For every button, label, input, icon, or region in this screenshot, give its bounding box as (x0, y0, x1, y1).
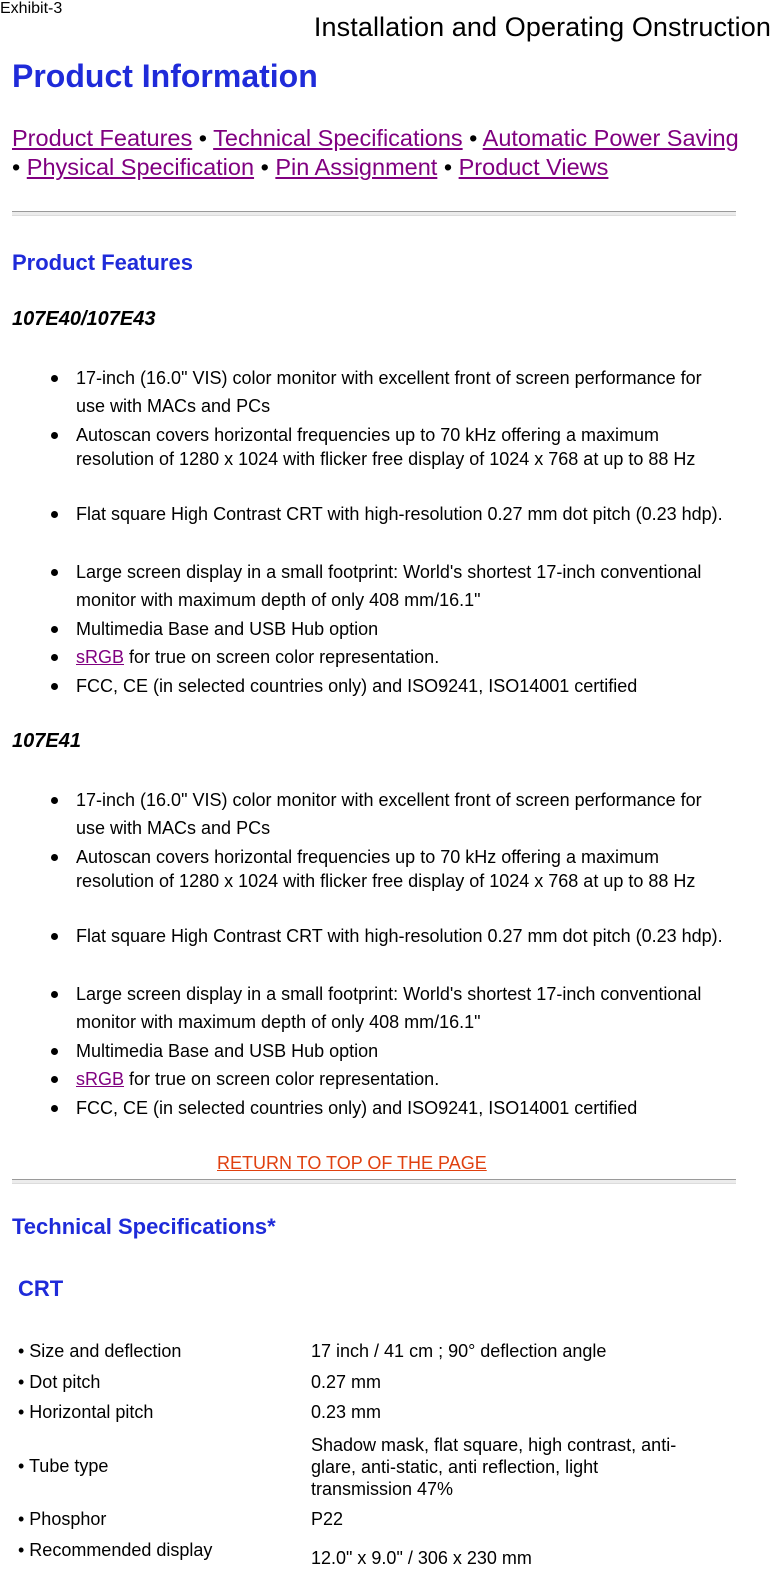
spec-value: 12.0" x 9.0" / 306 x 230 mm (311, 1548, 532, 1568)
spec-label: • Size and deflection (18, 1341, 182, 1361)
feature-item: FCC, CE (in selected countries only) and ISO9241, ISO14001 certified (76, 672, 726, 700)
spec-value: 17 inch / 41 cm ; 90° deflection angle (311, 1341, 607, 1361)
feature-item: FCC, CE (in selected countries only) and ISO9241, ISO14001 certified (76, 1094, 726, 1122)
divider (12, 1179, 736, 1184)
bullet-icon (51, 797, 58, 804)
feature-item: Flat square High Contrast CRT with high-resolution 0.27 mm dot pitch (0.23 hdp). (76, 500, 726, 528)
bullet-icon (51, 991, 58, 998)
feature-item: Autoscan covers horizontal frequencies up to 70 kHz offering a maximum resolution of 1280 x 1024 with flicker free display of 1024 x 768 at up to 88 Hz (76, 423, 726, 471)
srgb-link[interactable]: sRGB (76, 1069, 125, 1089)
nav-separator: • (260, 154, 269, 180)
feature-item: Large screen display in a small footprint: World's shortest 17-inch conventional monitor with maximum depth of only 408 mm/16.1" (76, 558, 726, 614)
srgb-link[interactable]: sRGB (76, 647, 125, 667)
nav-link-physical-specification[interactable]: Physical Specification (26, 154, 255, 180)
section-nav (12, 124, 742, 182)
spec-label: • Tube type (18, 1456, 109, 1476)
feature-item: Autoscan covers horizontal frequencies up to 70 kHz offering a maximum resolution of 1280 x 1024 with flicker free display of 1024 x 768 at up to 88 Hz (76, 845, 726, 893)
nav-separator: • (443, 154, 453, 180)
bullet-icon (51, 654, 58, 661)
spec-value: 0.23 mm (311, 1402, 382, 1422)
feature-item: 17-inch (16.0" VIS) color monitor with excellent front of screen performance for use with MACs and PCs (76, 364, 726, 420)
bullet-icon (51, 626, 58, 633)
spec-value: Shadow mask, flat square, high contrast, anti-glare, anti-static, anti reflection, light transmission 47% (311, 1435, 677, 1499)
bullet-icon (51, 854, 58, 861)
model-heading-107e41: 107E41 (12, 730, 81, 752)
document-title: Installation and Operating Onstruction (313, 12, 771, 42)
spec-label: • Recommended display (18, 1540, 213, 1560)
bullet-icon (51, 1076, 58, 1083)
feature-item: sRGB for true on screen color representation. (76, 1065, 726, 1093)
feature-item: 17-inch (16.0" VIS) color monitor with excellent front of screen performance for use with MACs and PCs (76, 786, 726, 842)
nav-link-technical-specifications[interactable]: Technical Specifications (213, 125, 463, 151)
feature-item: Multimedia Base and USB Hub option (76, 615, 726, 643)
bullet-icon (51, 683, 58, 690)
nav-separator: • (12, 154, 21, 180)
bullet-icon (51, 511, 58, 518)
crt-heading: CRT (18, 1276, 64, 1301)
bullet-icon (51, 933, 58, 940)
bullet-icon (51, 432, 58, 439)
bullet-icon (51, 375, 58, 382)
model-heading-107e40: 107E40/107E43 (12, 308, 156, 330)
feature-item: Multimedia Base and USB Hub option (76, 1037, 726, 1065)
bullet-icon (51, 569, 58, 576)
spec-label: • Dot pitch (18, 1372, 101, 1392)
feature-item: Large screen display in a small footprint: World's shortest 17-inch conventional monitor with maximum depth of only 408 mm/16.1" (76, 980, 726, 1036)
feature-item: sRGB for true on screen color representation. (76, 643, 726, 671)
spec-label: • Horizontal pitch (18, 1402, 154, 1422)
divider (12, 211, 736, 216)
nav-link-product-views[interactable]: Product Views (458, 154, 609, 180)
exhibit-label: Exhibit-3 (0, 0, 63, 17)
technical-specifications-heading: Technical Specifications* (12, 1214, 276, 1239)
feature-item: Flat square High Contrast CRT with high-resolution 0.27 mm dot pitch (0.23 hdp). (76, 922, 726, 950)
spec-label: • Phosphor (18, 1509, 107, 1529)
return-to-top-link[interactable]: RETURN TO TOP OF THE PAGE (217, 1153, 487, 1173)
page-title: Product Information (12, 58, 318, 94)
spec-value: P22 (311, 1509, 344, 1529)
bullet-icon (51, 1048, 58, 1055)
nav-link-pin-assignment[interactable]: Pin Assignment (275, 154, 438, 180)
spec-value: 0.27 mm (311, 1372, 382, 1392)
nav-link-automatic-power-saving[interactable]: Automatic Power Saving (482, 125, 739, 151)
nav-separator: • (198, 125, 208, 151)
bullet-icon (51, 1105, 58, 1112)
nav-link-product-features[interactable]: Product Features (12, 125, 193, 151)
product-features-heading: Product Features (12, 250, 193, 275)
nav-separator: • (469, 125, 478, 151)
